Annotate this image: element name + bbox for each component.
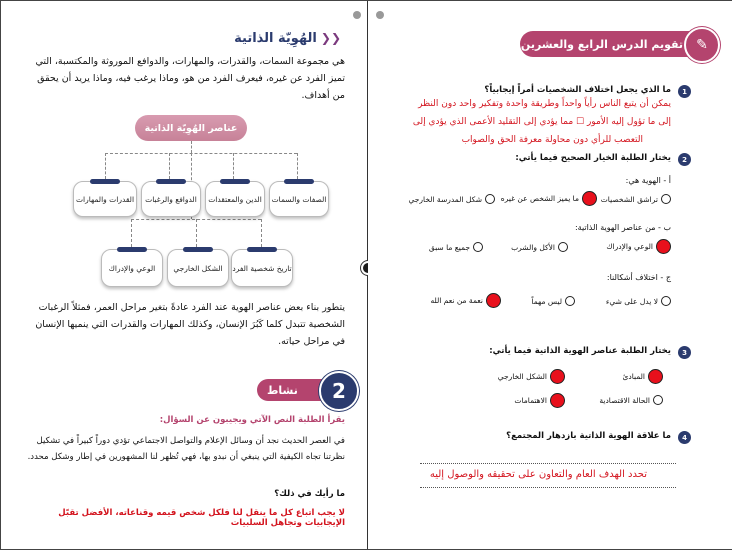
answer-dotted-line — [420, 487, 676, 488]
question-number: 3 — [678, 346, 691, 359]
intro-paragraph: هي مجموعة السمات، والقدرات، والمهارات، والدوافع الموروثة والمكتسبة، التي تميز الفرد عن غيره، فيعرف الفرد من هو، وماذا يرغب فيه، وماذا يريد أن يحقق من أهداف. — [35, 56, 345, 101]
option-3-4[interactable]: الاهتمامات — [514, 393, 565, 408]
left-page — [1, 1, 368, 549]
question-number: 1 — [678, 85, 691, 98]
option-a1[interactable]: تراشق الشخصيات — [601, 194, 671, 204]
answer-line: إلى ما تؤول إليه الأمور ☐ مما يؤدي إلى التقليد الأعمى الذي يؤدي إلى — [412, 117, 671, 127]
diagram-connector — [261, 219, 262, 247]
question-4-answer: تحدد الهدف العام والتعاون على تحقيقه والوصول إليه — [429, 469, 647, 480]
sub-question-c: ج - اختلاف أشكالنا: — [606, 273, 671, 282]
answer-dotted-line — [420, 463, 676, 464]
radio-button[interactable] — [485, 194, 495, 204]
question-number: 4 — [678, 431, 691, 444]
radio-button-selected[interactable] — [648, 369, 663, 384]
diagram-node: الدوافع والرغبات — [141, 181, 201, 217]
option-b1[interactable]: الوعي والإدراك — [606, 239, 671, 254]
activity-question: ما رأيك في ذلك؟ — [274, 489, 345, 499]
diagram-node: الشكل الخارجي — [167, 249, 229, 287]
option-a3[interactable]: شكل المدرسة الخارجي — [409, 194, 495, 204]
radio-button-selected[interactable] — [656, 239, 671, 254]
diagram-connector — [105, 153, 297, 154]
chevron-left-icon: ❮❮ — [320, 31, 341, 45]
diagram-node: القدرات والمهارات — [73, 181, 137, 217]
radio-button-selected[interactable] — [582, 191, 597, 206]
section-title-text: الهُوِيّة الذاتية — [234, 31, 317, 46]
diagram-node: الدين والمعتقدات — [205, 181, 265, 217]
sub-question-a: أ - الهوية هي: — [625, 176, 671, 185]
diagram-connector — [169, 153, 170, 179]
section-title — [234, 31, 341, 46]
radio-button-selected[interactable] — [550, 393, 565, 408]
radio-button[interactable] — [565, 296, 575, 306]
activity-text: في العصر الحديث نجد أن وسائل الإعلام والتواصل الاجتماعي تؤدي دوراً كبيراً في تشكيل نظرتنا تجاه الكيفية التي ينبغي أن نبدو بها، فهي تُظهر لنا المشهورين في إطار وشكل محدد. — [27, 436, 345, 462]
radio-button[interactable] — [558, 242, 568, 252]
radio-button[interactable] — [661, 296, 671, 306]
option-c2[interactable]: ليس مهماً — [531, 296, 575, 306]
diagram-root: عناصر الهُوِيّة الذاتية — [135, 115, 247, 141]
activity-instruction: يقرأ الطلبة النص الآتي ويجيبون عن السؤال: — [159, 415, 345, 425]
radio-button-selected[interactable] — [486, 293, 501, 308]
diagram-connector — [131, 219, 132, 247]
diagram-connector — [297, 153, 298, 179]
option-c1[interactable]: لا يدل على شيء — [606, 296, 671, 306]
diagram-connector — [196, 219, 197, 247]
diagram-connector — [191, 141, 192, 153]
activity-label: نشاط — [257, 379, 335, 401]
radio-button[interactable] — [661, 194, 671, 204]
diagram-node: الوعي والإدراك — [101, 249, 163, 287]
option-3-2[interactable]: الشكل الخارجي — [498, 369, 565, 384]
diagram-node: الصفات والسمات — [269, 181, 329, 217]
option-a2[interactable]: ما يميز الشخص عن غيره — [501, 191, 597, 206]
diagram-connector — [233, 153, 234, 179]
option-b2[interactable]: الأكل والشرب — [511, 242, 568, 252]
diagram-node: تاريخ شخصية الفرد — [231, 249, 293, 287]
activity-number: 2 — [319, 371, 359, 411]
option-b3[interactable]: جميع ما سبق — [429, 242, 483, 252]
radio-button-selected[interactable] — [550, 369, 565, 384]
option-3-1[interactable]: المبادئ — [623, 369, 663, 384]
lesson-review-header: تقويم الدرس الرابع والعشرين — [520, 31, 704, 57]
question-3-text: يختار الطلبة عناصر الهوية الذاتية فيما يأتي: — [489, 346, 671, 356]
option-c3[interactable]: نعمة من نعم الله — [430, 293, 501, 308]
body-paragraph: يتطور بناء بعض عناصر الهوية عند الفرد عادةً بتغير مراحل العمر، فمثلاً الرغبات الشخصية تتبدل كلما كَبُرَ الإنسان، وكذلك المهارات والقدرات التي ينميها الإنسان في مراحل حياته. — [35, 302, 345, 347]
right-page — [368, 1, 732, 549]
question-2-text: يختار الطلبة الخيار الصحيح فيما يأتي: — [515, 153, 671, 163]
diagram-connector — [105, 153, 106, 179]
brain-icon: ✎ — [684, 27, 720, 63]
activity-badge — [251, 371, 359, 407]
radio-button[interactable] — [653, 395, 663, 405]
sub-question-b: ب - من عناصر الهوية الذاتية: — [574, 223, 671, 232]
question-number: 2 — [678, 153, 691, 166]
question-1-text: ما الذي يجعل اختلاف الشخصيات أمراً إيجابياً؟ — [484, 85, 671, 95]
question-4-text: ما علاقة الهوية الذاتية بازدهار المجتمع؟ — [506, 431, 671, 441]
answer-line: يمكن أن يتبع الناس رأياً واحداً وطريقة واحدة وتفكير واحد دون النظر — [418, 99, 671, 109]
page-marker-dot — [353, 11, 361, 19]
radio-button[interactable] — [473, 242, 483, 252]
activity-answer: لا يجب اتباع كل ما ينقل لنا فلكل شخص قيمه وقناعاته، الأفضل تقبّل الإيجابيات وتجاهل السلبيات — [58, 508, 345, 528]
answer-line: التعصب للرأي دون محاولة معرفة الحق والصواب — [461, 135, 643, 145]
page-marker-dot — [376, 11, 384, 19]
option-3-3[interactable]: الحالة الاقتصادية — [599, 395, 663, 405]
